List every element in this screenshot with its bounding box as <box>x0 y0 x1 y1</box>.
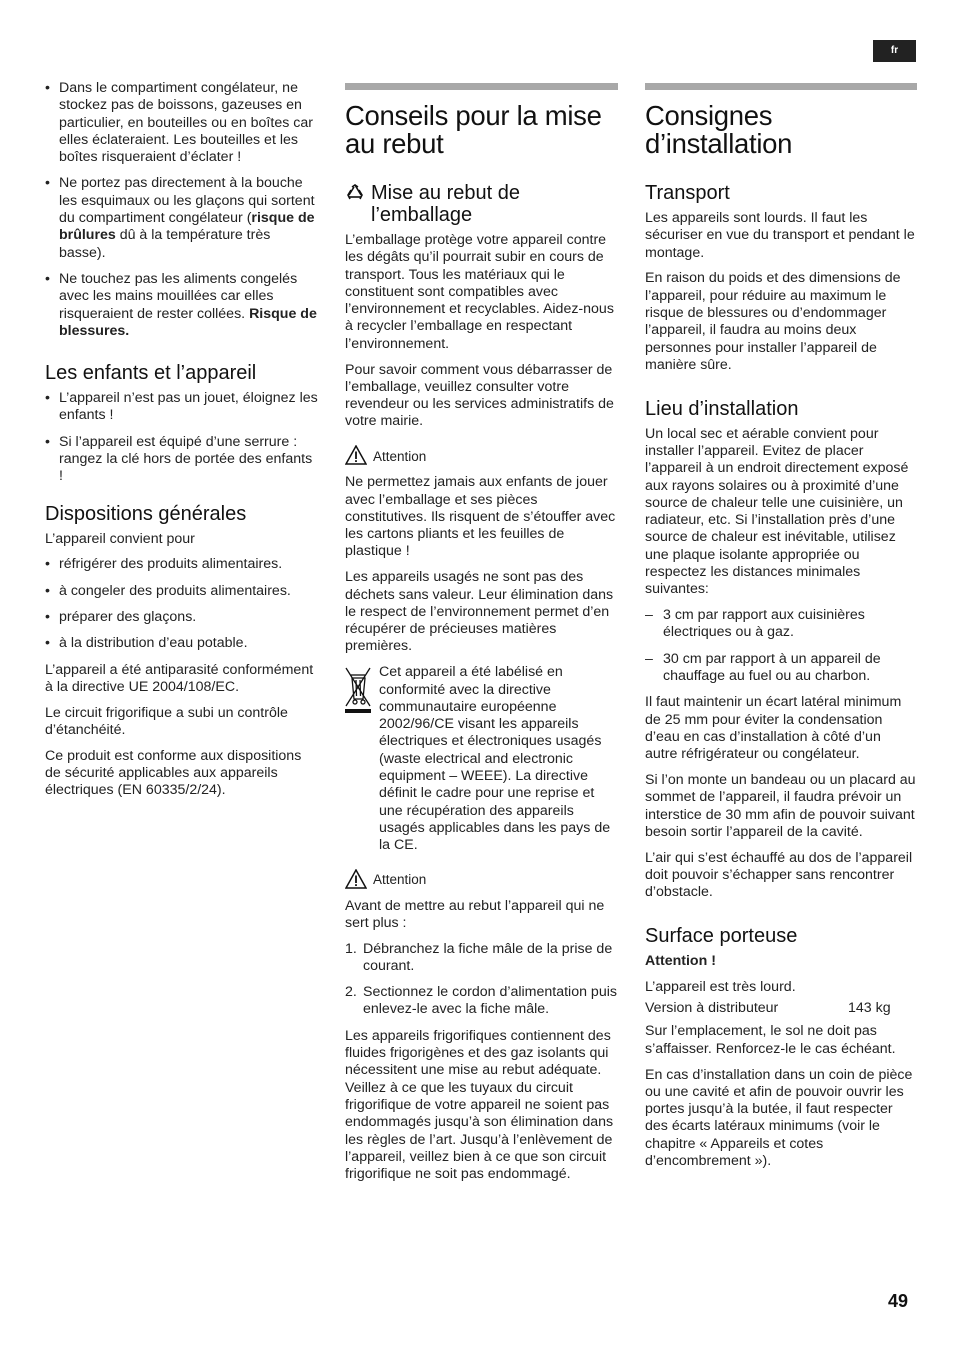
paragraph: L’emballage protège votre appareil contre les dégâts qu’il pourrait subir en cours de transport. Tous les matériaux qui le constituent sont compatibles avec l’environnement et recyclables. Aidez-nous à recycler l’emballage en respectant l’environnement. <box>345 232 614 352</box>
disposal-heading: Conseils pour la mise au rebut <box>345 100 602 159</box>
packaging-heading-label: Mise au rebut de l’emballage <box>371 182 520 226</box>
general-uses-list <box>45 556 320 652</box>
language-badge: fr <box>873 40 916 62</box>
paragraph: Les appareils sont lourds. Il faut les sécuriser en vue du transport et pendant le montage. <box>645 210 915 261</box>
paragraph: Ne permettez jamais aux enfants de jouer avec l’emballage et ses pièces constitutives. Ils risquent de s’étouffer avec les cartons pliants et les feuilles de plastique ! <box>345 474 616 560</box>
list-item: • Ne touchez pas les aliments congelés avec les mains mouillées car elles risqueraient de rester collées. Risque de blessures. <box>45 271 320 340</box>
general-heading: Dispositions générales <box>45 502 247 525</box>
column-safety <box>45 80 320 808</box>
transport-heading: Transport <box>645 182 730 204</box>
list-item: • L’appareil n’est pas un jouet, éloignez les enfants ! <box>45 390 320 425</box>
list-item: 1. Débranchez la fiche mâle de la prise de courant. <box>345 940 613 974</box>
location-heading: Lieu d’installation <box>645 397 799 420</box>
installation-heading: Consignes d’installation <box>645 100 793 159</box>
list-item: – 3 cm par rapport aux cuisinières électriques ou à gaz. <box>645 607 917 642</box>
list-item: • préparer des glaçons. <box>45 609 320 626</box>
crossed-bin-icon <box>345 664 371 854</box>
recycle-icon <box>345 182 365 208</box>
paragraph: Pour savoir comment vous débarrasser de l’emballage, veuillez consulter votre revendeur ou les services administratifs de votre mairie. <box>345 361 614 430</box>
column-installation <box>645 80 917 1179</box>
paragraph: En cas d’installation dans un coin de pièce ou une cavité et afin de pouvoir ouvrir les portes jusqu’à la butée, il faut respecter des écarts latéraux minimums (voir le chapitre « Appareils et cotes d’encombrement »). <box>645 1066 913 1170</box>
attention-label: Attention <box>373 448 427 464</box>
paragraph: L’appareil a été antiparasité conformément à la directive UE 2004/108/EC. <box>45 661 314 695</box>
list-item: • à congeler des produits alimentaires. <box>45 583 320 600</box>
paragraph: Le circuit frigorifique a subi un contrôle d’étanchéité. <box>45 704 288 739</box>
paragraph: Les appareils frigorifiques contiennent des fluides frigorigènes et des gaz isolants qui nécessitent une mise au rebut adéquate. Veillez à ce que les tuyaux du circuit frigorifique de votre appareil ne soient pas endommagés jusqu’à son élimination dans les règles de l’art. Jusqu’à l’enlèvement de l’appareil, veillez bien à ce que son circuit frigorifique ne soit pas endommagé. <box>345 1027 614 1183</box>
disposal-steps <box>345 941 618 1019</box>
list-item: • Ne portez pas directement à la bouche les esquimaux ou les glaçons qui sortent du compartiment congélateur (risque de brûlures dû à la température très basse). <box>45 175 320 261</box>
freezer-safety-list <box>45 80 320 340</box>
surface-attention: Attention ! <box>645 953 716 970</box>
paragraph: Si l’on monte un bandeau ou un placard au sommet de l’appareil, il faudra prévoir un interstice de 30 mm afin de pouvoir suivant besoin sortir l’appareil de la cavité. <box>645 772 916 840</box>
attention-heading <box>345 445 618 465</box>
weight-value: 143 kg <box>848 1000 891 1017</box>
list-item: • à la distribution d’eau potable. <box>45 635 320 652</box>
paragraph: L’appareil est très lourd. <box>645 978 796 995</box>
children-list <box>45 390 320 485</box>
section-rule <box>345 83 618 90</box>
packaging-heading <box>345 182 618 226</box>
surface-heading: Surface porteuse <box>645 925 798 948</box>
paragraph: En raison du poids et des dimensions de l’appareil, pour réduire au maximum le risque de blessures ou d’endommager l’appareil, il faudra au moins deux personnes pour installer l’appareil de manière sûre. <box>645 270 901 373</box>
warning-icon <box>345 869 367 889</box>
column-disposal <box>345 80 618 1192</box>
weee-block <box>345 664 618 854</box>
attention-heading <box>345 869 618 889</box>
weee-text: Cet appareil a été labélisé en conformité avec la directive communautaire européenne 2002/96/CE visant les appareils électriques et électroniques usagés (waste electrical and electronic equipment – WEEE). La directive définit le cadre pour une reprise et une récupération des appareils usagés applicables dans les pays de la CE. <box>379 664 611 854</box>
list-item: • réfrigérer des produits alimentaires. <box>45 556 320 573</box>
warning-icon <box>345 445 367 465</box>
page-number: 49 <box>887 1291 908 1311</box>
general-intro: L’appareil convient pour <box>45 530 195 547</box>
list-item: • Si l’appareil est équipé d’une serrure : rangez la clé hors de portée des enfants ! <box>45 434 320 486</box>
list-item: – 30 cm par rapport à un appareil de chauffage au fuel ou au charbon. <box>645 651 917 686</box>
paragraph: Avant de mettre au rebut l’appareil qui ne sert plus : <box>345 897 605 931</box>
children-heading: Les enfants et l’appareil <box>45 362 257 385</box>
paragraph: Un local sec et aérable convient pour installer l’appareil. Evitez de placer l’appareil à un endroit directement exposé aux rayons solaires ou à proximité d’une source de chaleur telle une cuisinière, un radiateur, etc. Si l’installation près d’une source de chaleur est inévitable, utilisez une plaque isolante appropriée ou respectez les distances minimales suivantes: <box>645 425 909 598</box>
attention-label: Attention <box>373 872 427 888</box>
paragraph: Les appareils usagés ne sont pas des déchets sans valeur. Leur élimination dans le respect de l’environnement permet d’en récupérer de précieuses matières premières. <box>345 569 614 655</box>
list-item: • Dans le compartiment congélateur, ne stockez pas de boissons, gazeuses en particulier, en bouteilles ou en boîtes car elles éclateraient. Les bouteilles et les boîtes risqueraient d’éclater ! <box>45 80 320 166</box>
paragraph: L’air qui s’est échauffé au dos de l’appareil doit pouvoir s’échapper sans rencontrer d’obstacle. <box>645 849 913 901</box>
distance-list <box>645 607 917 685</box>
paragraph: Ce produit est conforme aux dispositions de sécurité applicables aux appareils électriques (EN 60335/2/24). <box>45 747 302 799</box>
paragraph: Il faut maintenir un écart latéral minimum de 25 mm pour éviter la condensation d’eau en cas d’installation à côté d’un autre réfrigérateur ou congélateur. <box>645 694 902 763</box>
paragraph: Sur l’emplacement, le sol ne doit pas s’affaisser. Renforcez-le le cas échéant. <box>645 1023 896 1057</box>
section-rule <box>645 83 917 90</box>
weight-row <box>645 1000 917 1017</box>
list-item: 2. Sectionnez le cordon d’alimentation puis enlevez-le avec la fiche mâle. <box>345 984 617 1018</box>
weight-label: Version à distributeur <box>645 1000 779 1017</box>
